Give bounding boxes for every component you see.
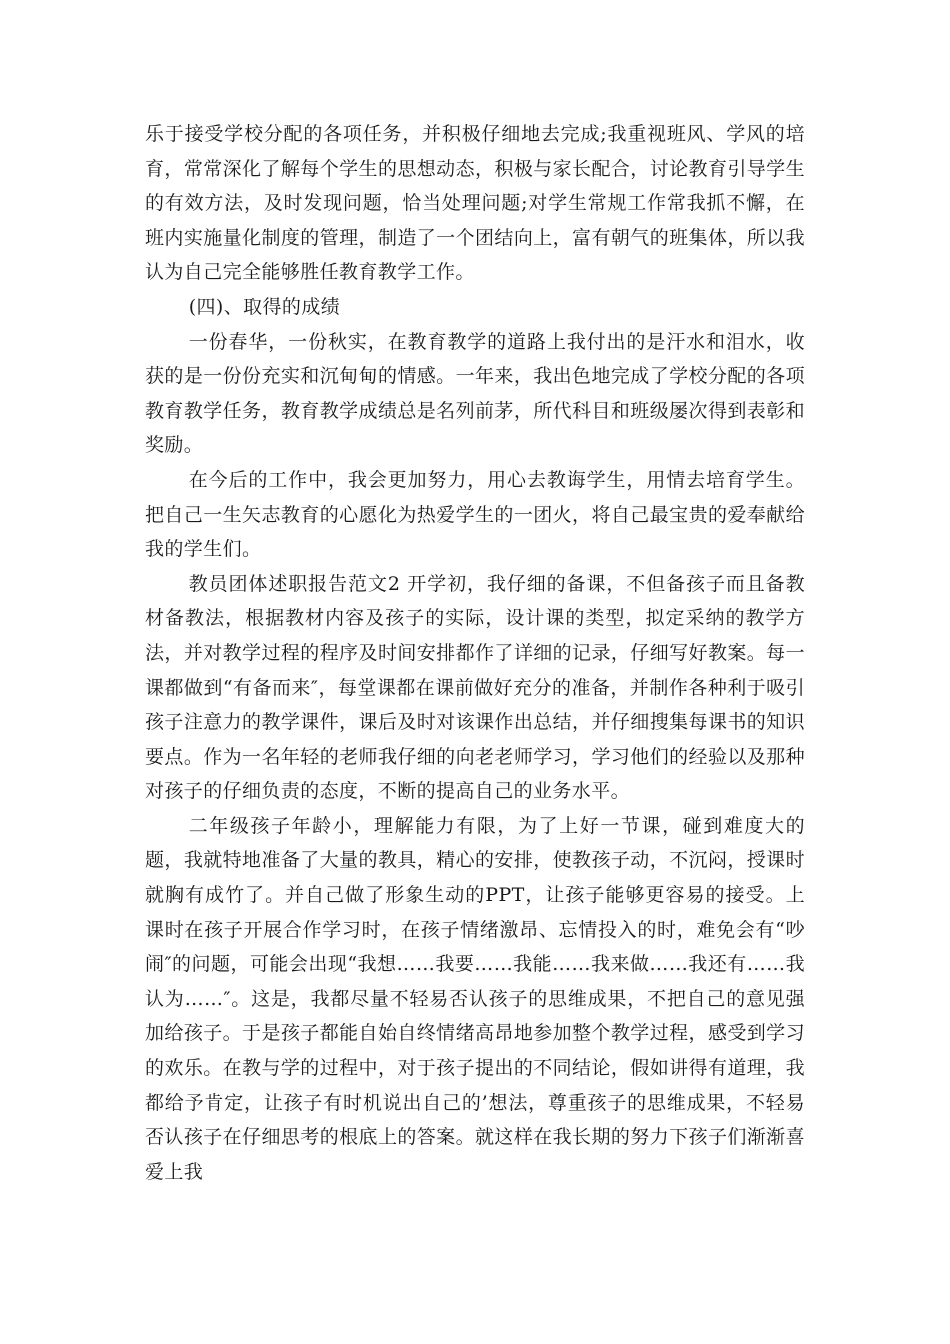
paragraph: 二年级孩子年龄小，理解能力有限，为了上好一节课，碰到难度大的题，我就特地准备了大量的教具，精心的安排，使教孩子动，不沉闷，授课时就胸有成竹了。并自己做了形象生动的PPT，让孩子能够更容易的接受。上课时在孩子开展合作学习时，在孩子情绪激昂、忘情投入的时，难免会有“吵闹″的问题，可能会出现“我想……我要……我能……我来做……我还有……我认为……″。这是，我都尽量不轻易否认孩子的思维成果，不把自己的意见强加给孩子。于是孩子都能自始自终情绪高昂地参加整个教学过程，感受到学习的欢乐。在教与学的过程中，对于孩子提出的不同结论，假如讲得有道理，我都给予肯定，让孩子有时机说出自己的’想法，尊重孩子的思维成果，不轻易否认孩子在仔细思考的根底上的答案。就这样在我长期的努力下孩子们渐渐喜爱上我 <box>145 814 805 1183</box>
section-heading: (四)、取得的成绩 <box>188 295 341 318</box>
paragraph-continuation: 乐于接受学校分配的各项任务，并积极仔细地去完成;我重视班风、学风的培育，常常深化了解每个学生的思想动态，积极与家长配合，讨论教育引导学生的有效方法，及时发现问题，恰当处理问题;对学生常规工作常我抓不懈，在班内实施量化制度的管理，制造了一个团结向上，富有朝气的班集体，所以我认为自己完全能够胜任教育教学工作。 <box>145 123 805 284</box>
paragraph: 在今后的工作中，我会更加努力，用心去教诲学生，用情去培育学生。把自己一生矢志教育的心愿化为热爱学生的一团火，将自己最宝贵的爱奉献给我的学生们。 <box>145 468 805 561</box>
paragraph: 教员团体述职报告范文2 开学初，我仔细的备课，不但备孩子而且备教材备教法，根据教材内容及孩子的实际，设计课的类型，拟定采纳的教学方法，并对教学过程的程序及时间安排都作了详细的记录，仔细写好教案。每一课都做到“有备而来″，每堂课都在课前做好充分的准备，并制作各种利于吸引孩子注意力的教学课件，课后及时对该课作出总结，并仔细搜集每课书的知识要点。作为一名年轻的老师我仔细的向老老师学习，学习他们的经验以及那种对孩子的仔细负责的态度，不断的提高自己的业务水平。 <box>145 572 805 803</box>
paragraph: 一份春华，一份秋实，在教育教学的道路上我付出的是汗水和泪水，收获的是一份份充实和沉甸甸的情感。一年来，我出色地完成了学校分配的各项教育教学任务，教育教学成绩总是名列前茅，所代科目和班级屡次得到表彰和奖励。 <box>145 330 805 457</box>
document-body <box>145 117 805 1189</box>
